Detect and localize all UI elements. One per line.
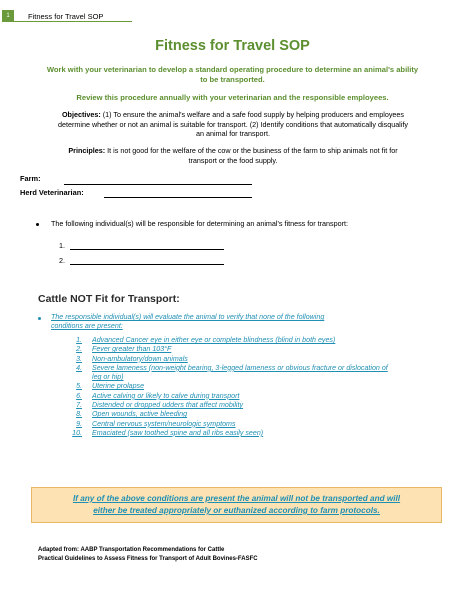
- document-title: Fitness for Travel SOP: [155, 38, 310, 54]
- intro-paragraph: [51, 313, 441, 331]
- cattle-heading: Cattle NOT Fit for Transport:: [38, 293, 180, 305]
- callout-line-1: If any of the above conditions are present the animal will not be transported and will: [72, 494, 401, 503]
- principles-label: Principles:: [68, 146, 106, 155]
- footer-line-2: Practical Guidelines to Assess Fitness for Transport of Adult Bovines-FASFC: [38, 556, 258, 562]
- vet-field[interactable]: [104, 197, 252, 198]
- principles-line-2: transport or the food supply.: [188, 155, 278, 165]
- objectives-line-3: an animal for transport.: [196, 129, 270, 138]
- principles-line-1: It is not good for the welfare of the cow or the business of the farm to ship animals not fit for: [107, 146, 398, 155]
- subtitle-line-1: Work with your veterinarian to develop a standard operating procedure to determine an animal's ability: [46, 65, 419, 74]
- footer-line-1: Adapted from: AABP Transportation Recommendations for Cattle: [38, 547, 225, 553]
- farm-field[interactable]: [64, 184, 252, 185]
- bullet-dot: [38, 317, 41, 320]
- list-item: 3. Non-ambulatory/down animals: [76, 354, 188, 363]
- list-item: 8. Open wounds, active bleeding: [76, 410, 188, 419]
- farm-label: Farm:: [20, 174, 41, 183]
- list-item: 4. Severe lameness (non-weight bearing, 3-legged lameness or obvious fracture or dislocation of: [76, 363, 388, 372]
- blank-number-1: 1.: [59, 241, 65, 250]
- subtitle-line-2: to be transported.: [200, 75, 265, 84]
- principles-paragraph: [18, 146, 448, 165]
- list-item: leg or hip): [92, 373, 124, 382]
- list-item: 1. Advanced Cancer eye in either eye or complete blindness (blind in both eyes): [76, 336, 336, 344]
- list-item: 5. Uterine prolapse: [76, 382, 145, 391]
- objectives-line-2: determine whether or not an animal is suitable for transport. (2) Identify conditions that automatically disqualify: [58, 119, 408, 129]
- list-item: 7. Distended or dropped udders that affect mobility: [76, 401, 244, 410]
- vet-label: Herd Veterinarian:: [20, 188, 84, 197]
- callout-text: [47, 493, 427, 517]
- objectives-line-1: (1) To ensure the animal's welfare and a safe food supply by helping producers and employees: [102, 110, 405, 119]
- review-line: Review this procedure annually with your veterinarian and the responsible employees.: [76, 93, 389, 102]
- page-number-badge: 1: [2, 10, 14, 22]
- conditions-list: [66, 336, 436, 438]
- list-item: 9. Central nervous system/neurologic symptoms: [76, 419, 236, 428]
- responsible-field-1[interactable]: [70, 249, 224, 250]
- objectives-label: Objectives:: [61, 110, 101, 119]
- list-item: 6. Active calving or likely to calve during transport: [76, 391, 240, 400]
- responsible-text: The following individual(s) will be responsible for determining an animal's fitness for transport:: [51, 219, 348, 228]
- header-title: Fitness for Travel SOP: [28, 11, 104, 21]
- intro-line-2: conditions are present:: [51, 322, 123, 330]
- responsible-field-2[interactable]: [70, 264, 224, 265]
- callout-box: [31, 487, 442, 523]
- callout-line-2: either be treated appropriately or euthanized according to farm protocols.: [93, 506, 380, 515]
- blank-number-2: 2.: [59, 256, 65, 265]
- header-rule: [14, 21, 132, 22]
- intro-line-1: The responsible individual(s) will evaluate the animal to verify that none of the following: [51, 313, 325, 321]
- objectives-paragraph: [18, 110, 448, 139]
- list-item: 2. Fever greater than 103°F: [76, 345, 172, 354]
- bullet-dot: [36, 223, 39, 226]
- list-item: 10. Emaciated (saw toothed spine and all ribs easily seen): [72, 428, 264, 437]
